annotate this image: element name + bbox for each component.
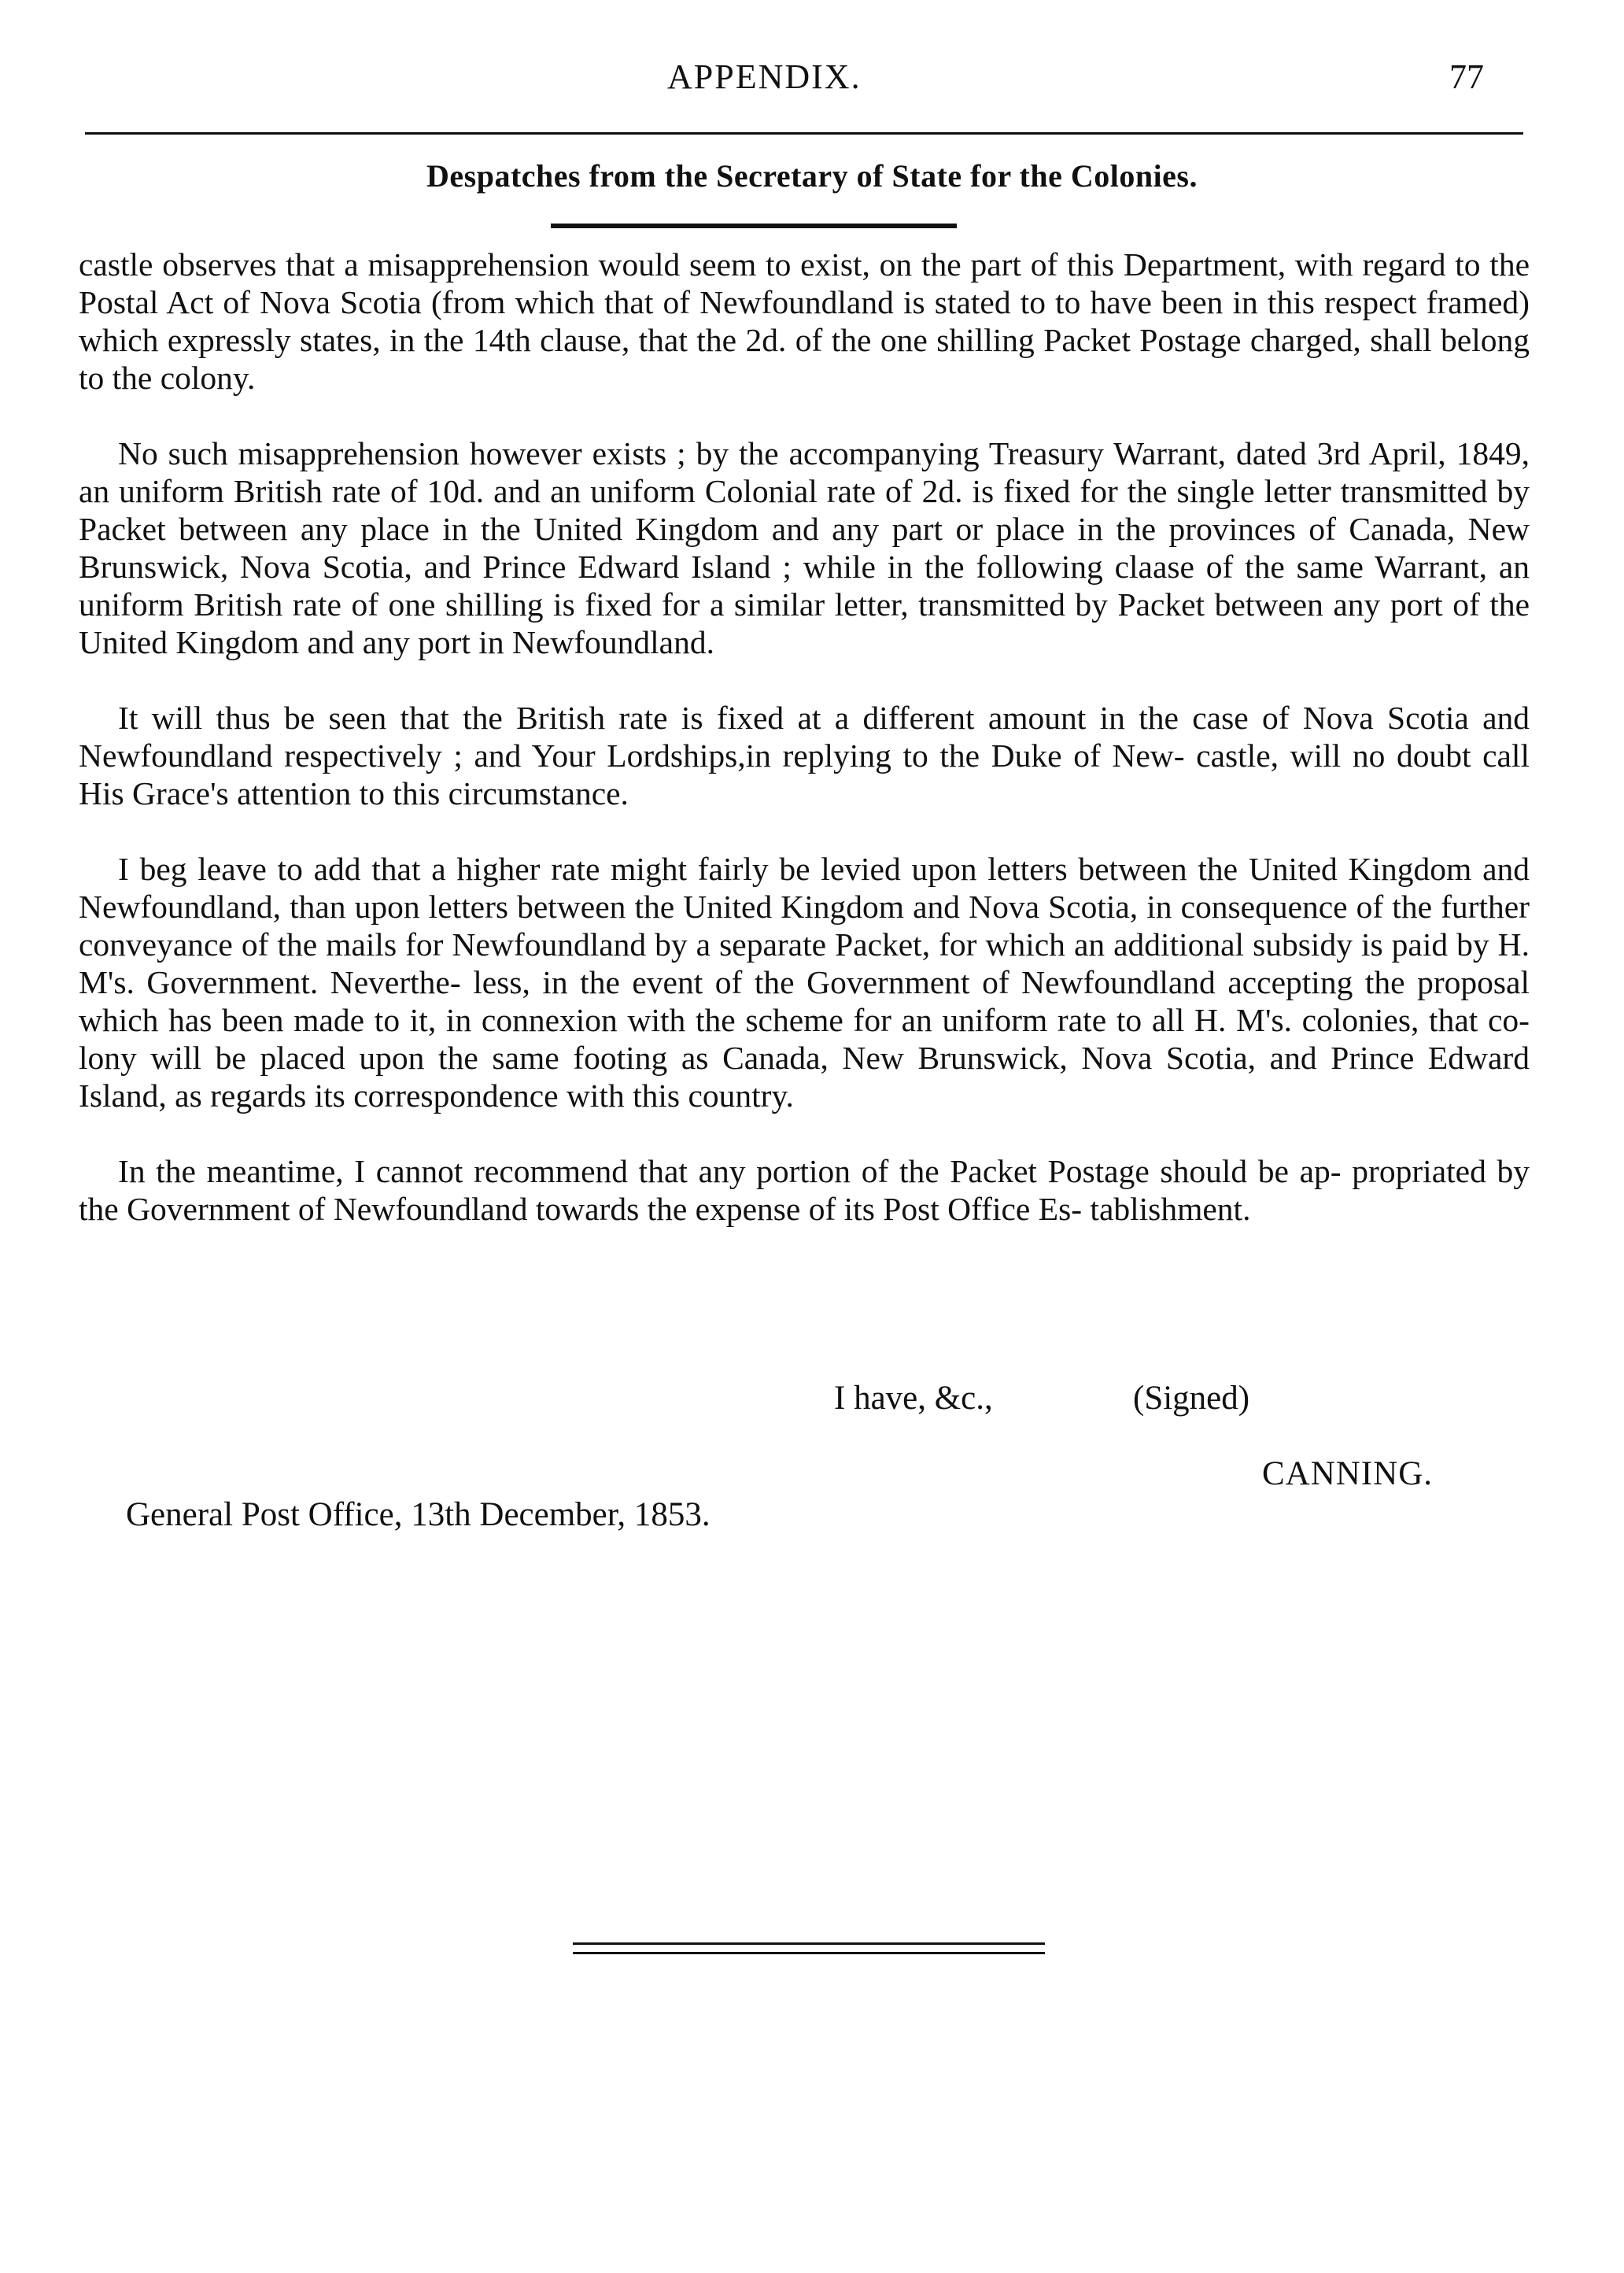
page-number: 77 xyxy=(1449,57,1484,96)
valediction: I have, &c., xyxy=(834,1380,993,1417)
header-rule xyxy=(85,132,1523,135)
footer-rule-bottom xyxy=(573,1952,1045,1954)
signed-label: (Signed) xyxy=(1133,1380,1250,1417)
paragraph: castle observes that a misapprehension would seem to exist, on the part of this Department, with regard to the Postal Act of Nova Scotia (from which that of Newfoundland is stated to to have been in this respect framed) which expressly states, in the 14th clause, that the 2d. of the one shilling Packet Postage charged, shall belong to the colony. xyxy=(79,246,1530,396)
section-heading: Despatches from the Secretary of State for the Colonies. xyxy=(426,158,1198,194)
dateline: General Post Office, 13th December, 1853. xyxy=(126,1496,710,1533)
footer-rule-top xyxy=(573,1942,1045,1945)
paragraph: It will thus be seen that the British rate is fixed at a different amount in the case of Nova Scotia and Newfoundland respectively ; and Your Lordships,in replying to the Duke of New- castle, will no doubt call His Grace's attention to this circumstance. xyxy=(79,700,1530,811)
running-title: APPENDIX. xyxy=(667,57,862,96)
paragraph: I beg leave to add that a higher rate might fairly be levied upon letters between the United Kingdom and Newfoundland, than upon letters between the United Kingdom and Nova Scotia, in consequence of the further conveyance of the mails for Newfoundland by a separate Packet, for which an additional subsidy is paid by H. M's. Government. Neverthe- less, in the event of the Government of Newfoundland accepting the proposal which has been made to it, in connexion with the scheme for an uniform rate to all H. M's. colonies, that co- lony will be placed upon the same footing as Canada, New Brunswick, Nova Scotia, and Prince Edward Island, as regards its correspondence with this country. xyxy=(79,851,1530,1114)
paragraph: No such misapprehension however exists ; by the accompanying Treasury Warrant, dated 3rd April, 1849, an uniform British rate of 10d. and an uniform Colonial rate of 2d. is fixed for the single letter transmitted by Packet between any place in the United Kingdom and any part or place in the provinces of Canada, New Brunswick, Nova Scotia, and Prince Edward Island ; while in the following claase of the same Warrant, an uniform British rate of one shilling is fixed for a similar letter, transmitted by Packet between any port of the United Kingdom and any port in Newfoundland. xyxy=(79,435,1530,660)
heading-rule xyxy=(551,224,957,228)
body-text xyxy=(79,246,1530,1228)
signatory: CANNING. xyxy=(1262,1455,1434,1492)
paragraph: In the meantime, I cannot recommend that any portion of the Packet Postage should be ap- propriated by the Government of Newfoundland towards the expense of its Post Office Es- tablishment. xyxy=(79,1153,1530,1227)
running-head xyxy=(0,57,1624,104)
